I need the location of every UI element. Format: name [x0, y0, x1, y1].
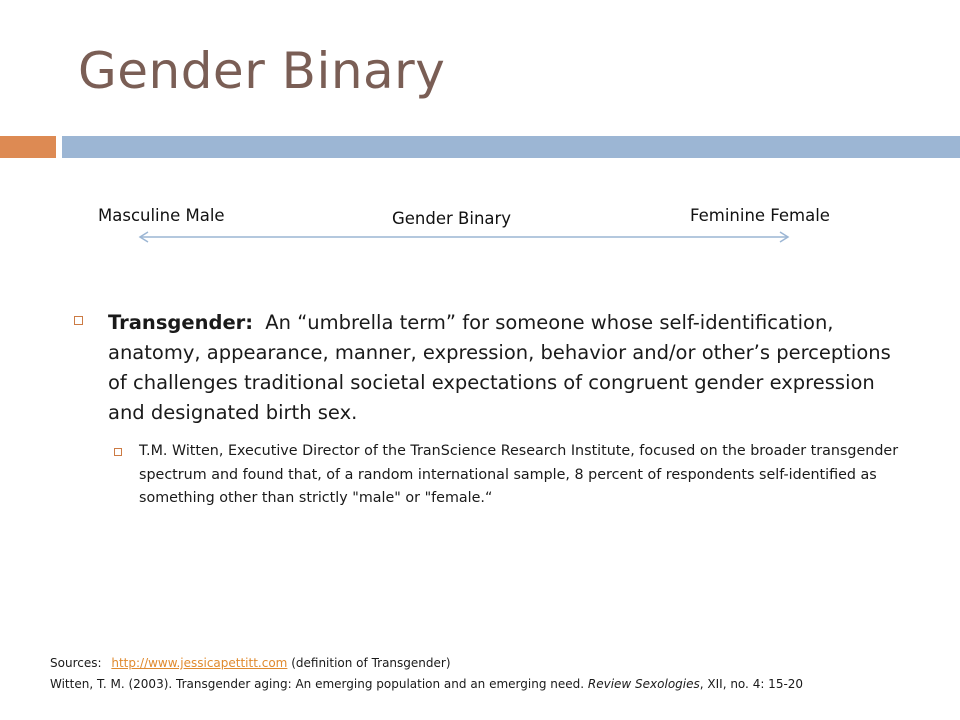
spectrum-center-label: Gender Binary — [392, 209, 512, 228]
transgender-definition-bullet — [74, 308, 914, 428]
citation-line — [50, 677, 803, 691]
accent-bar-blue — [62, 136, 960, 158]
citation-main: Witten, T. M. (2003). Transgender aging: An emerging population and an emerging need. — [50, 677, 585, 691]
source-link-note: (definition of Transgender) — [291, 656, 451, 670]
source-link[interactable]: http://www.jessicapettitt.com — [111, 656, 288, 670]
citation-journal: Review Sexologies — [587, 677, 700, 691]
term-label: Transgender: — [108, 311, 254, 334]
witten-study-text: T.M. Witten, Executive Director of the TranScience Research Institute, focused on the broader transgender spectrum and found that, of a random international sample, 8 percent of respondents self-identified as something other than strictly "male" or "female.“ — [139, 443, 899, 506]
square-bullet-icon — [114, 448, 122, 456]
accent-bar-orange — [0, 136, 56, 158]
spectrum-left-label: Masculine Male — [98, 206, 225, 225]
citation-tail: , XII, no. 4: 15-20 — [699, 677, 804, 691]
witten-study-bullet — [114, 440, 914, 511]
sources-prefix: Sources: — [50, 656, 102, 670]
spectrum-right-label: Feminine Female — [690, 206, 830, 225]
square-bullet-icon — [74, 316, 83, 325]
term-definition: An “umbrella term” for someone whose self-identification, anatomy, appearance, manner, expression, behavior and/or other’s perceptions of challenges traditional societal expectations of congruent gender expression and designated birth sex. — [108, 311, 891, 424]
slide-title: Gender Binary — [78, 42, 446, 100]
sources-line — [50, 656, 451, 670]
